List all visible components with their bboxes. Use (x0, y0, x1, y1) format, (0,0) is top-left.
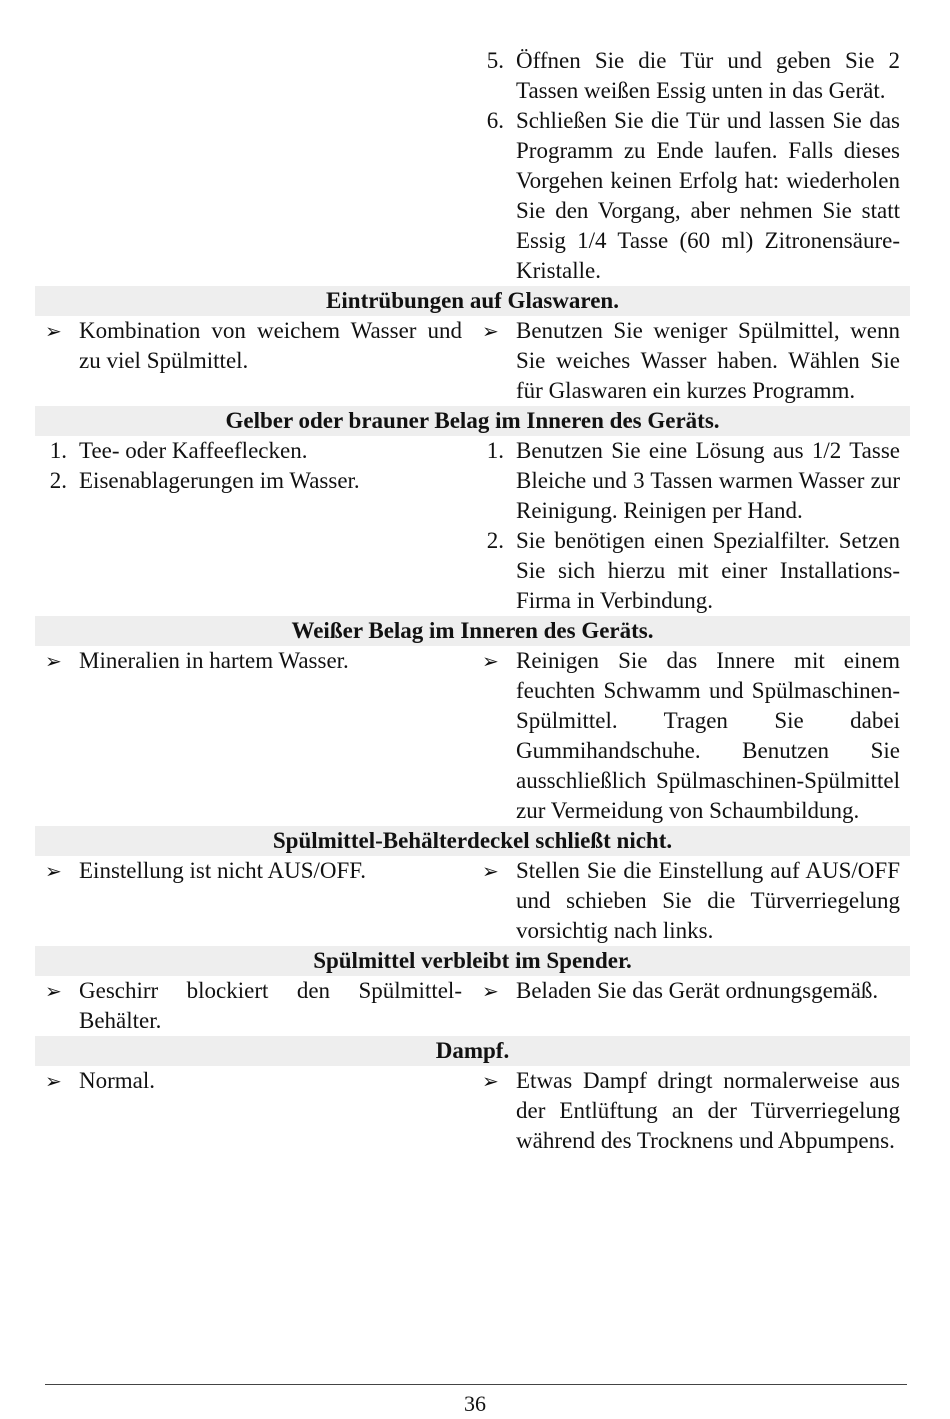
arrow-bullet-icon: ➢ (45, 1069, 62, 1093)
item-number: 5. (486, 48, 504, 73)
solution-column (472, 646, 910, 826)
arrow-bullet-icon: ➢ (45, 859, 62, 883)
cause-column (35, 976, 472, 1036)
item-text: Normal. (79, 1068, 156, 1093)
item-text: Geschirr blockiert den Spülmittel-Behälter. (79, 978, 462, 1033)
section-row (35, 856, 910, 946)
bullet-item (45, 646, 462, 676)
intro-row (35, 46, 910, 286)
section-header: Weißer Belag im Inneren des Geräts. (35, 616, 910, 646)
numbered-item (482, 106, 900, 286)
section-row (35, 976, 910, 1036)
intro-left-column (35, 46, 472, 286)
cause-column (35, 856, 472, 946)
item-text: Kombination von weichem Wasser und zu viel Spülmittel. (79, 318, 462, 373)
solution-column (472, 856, 910, 946)
sections (35, 286, 910, 1156)
section-header: Dampf. (35, 1036, 910, 1066)
bullet-item (482, 976, 900, 1006)
numbered-item (45, 466, 462, 496)
arrow-bullet-icon: ➢ (482, 979, 499, 1003)
bullet-item (45, 1066, 462, 1096)
arrow-bullet-icon: ➢ (482, 319, 499, 343)
section-row (35, 646, 910, 826)
arrow-bullet-icon: ➢ (45, 979, 62, 1003)
bullet-item (482, 1066, 900, 1156)
bullet-item (482, 646, 900, 826)
item-number: 6. (486, 108, 504, 133)
cause-column (35, 646, 472, 826)
bullet-item (482, 316, 900, 406)
cause-column (35, 316, 472, 406)
item-text: Benutzen Sie eine Lösung aus 1/2 Tasse Bleiche und 3 Tassen warmen Wasser zur Reinigung. Reinigen per Hand. (516, 438, 900, 523)
item-text: Einstellung ist nicht AUS/OFF. (79, 858, 366, 883)
item-text: Öffnen Sie die Tür und geben Sie 2 Tassen weißen Essig unten in das Gerät. (516, 48, 900, 103)
cause-column (35, 436, 472, 616)
section-header: Gelber oder brauner Belag im Inneren des Geräts. (35, 406, 910, 436)
numbered-item (45, 436, 462, 466)
item-number: 2. (49, 468, 67, 493)
item-text: Tee- oder Kaffeeflecken. (79, 438, 308, 463)
item-text: Etwas Dampf dringt normalerweise aus der Entlüftung an der Türverriegelung während des Trocknens und Abpumpens. (516, 1068, 900, 1153)
section-header: Eintrübungen auf Glaswaren. (35, 286, 910, 316)
solution-column (472, 316, 910, 406)
cause-column (35, 1066, 472, 1156)
numbered-item (482, 436, 900, 526)
item-number: 1. (486, 438, 504, 463)
bullet-item (482, 856, 900, 946)
solution-column (472, 1066, 910, 1156)
section-row (35, 436, 910, 616)
section-row (35, 316, 910, 406)
arrow-bullet-icon: ➢ (45, 649, 62, 673)
troubleshooting-table (35, 46, 910, 1156)
bullet-item (45, 856, 462, 886)
item-number: 1. (49, 438, 67, 463)
bullet-item (45, 976, 462, 1036)
arrow-bullet-icon: ➢ (482, 1069, 499, 1093)
bullet-item (45, 316, 462, 376)
page-number: 36 (464, 1391, 486, 1416)
arrow-bullet-icon: ➢ (45, 319, 62, 343)
solution-column (472, 976, 910, 1036)
section-header: Spülmittel verbleibt im Spender. (35, 946, 910, 976)
arrow-bullet-icon: ➢ (482, 859, 499, 883)
arrow-bullet-icon: ➢ (482, 649, 499, 673)
item-text: Eisenablagerungen im Wasser. (79, 468, 360, 493)
item-text: Schließen Sie die Tür und lassen Sie das Programm zu Ende laufen. Falls dieses Vorgehen keinen Erfolg hat: wiederholen Sie den Vorgang, aber nehmen Sie statt Essig 1/4 Tasse (60 ml) Zitronensäure-Kristalle. (516, 108, 900, 283)
section-header: Spülmittel-Behälterdeckel schließt nicht. (35, 826, 910, 856)
item-text: Stellen Sie die Einstellung auf AUS/OFF und schieben Sie die Türverriegelung vorsichtig nach links. (516, 858, 900, 943)
item-text: Benutzen Sie weniger Spülmittel, wenn Sie weiches Wasser haben. Wählen Sie für Glaswaren ein kurzes Programm. (516, 318, 900, 403)
item-text: Beladen Sie das Gerät ordnungsgemäß. (516, 978, 879, 1003)
item-text: Reinigen Sie das Innere mit einem feuchten Schwamm und Spülmaschinen-Spülmittel. Tragen Sie dabei Gummihandschuhe. Benutzen Sie ausschließlich Spülmaschinen-Spülmittel zur Vermeidung von Schaumbildung. (516, 648, 900, 823)
item-number: 2. (486, 528, 504, 553)
item-text: Mineralien in hartem Wasser. (79, 648, 349, 673)
numbered-item (482, 526, 900, 616)
item-text: Sie benötigen einen Spezialfilter. Setzen Sie sich hierzu mit einer Installations-Firma in Verbindung. (516, 528, 900, 613)
footer-rule (45, 1384, 907, 1385)
intro-right-column (472, 46, 910, 286)
section-row (35, 1066, 910, 1156)
solution-column (472, 436, 910, 616)
numbered-item (482, 46, 900, 106)
